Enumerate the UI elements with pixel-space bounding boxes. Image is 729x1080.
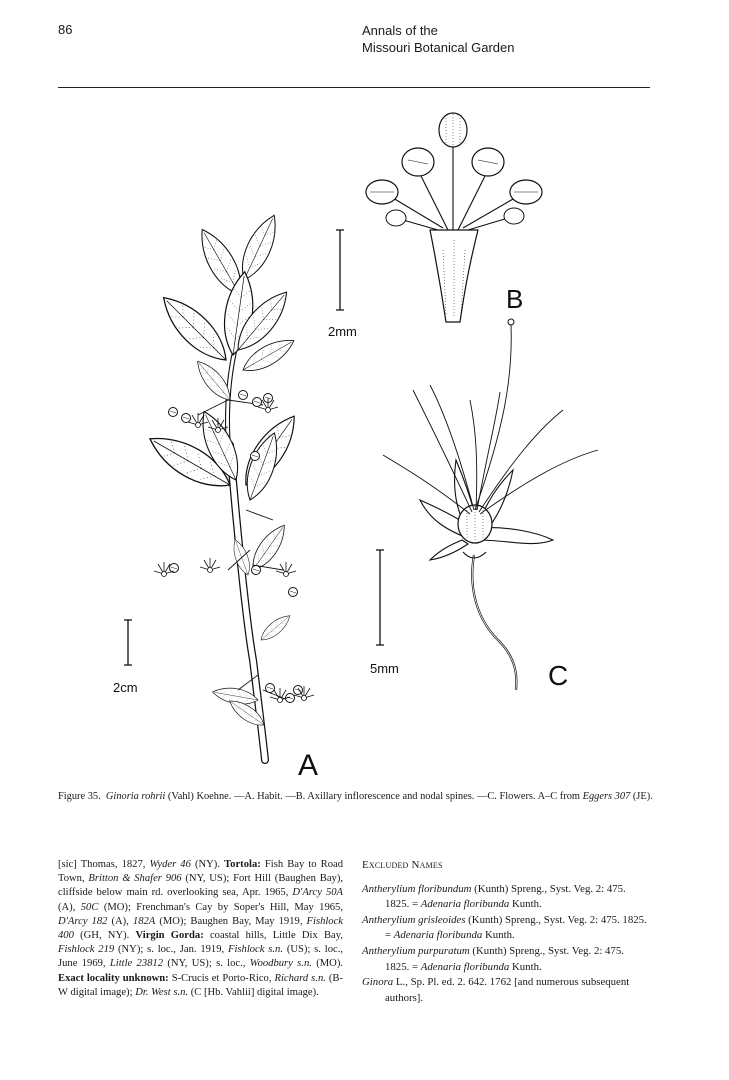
panel-label-b: B bbox=[506, 284, 524, 314]
text-run: [sic] Thomas, 1827, bbox=[58, 859, 146, 870]
text-run: (MO); Frenchman's Cay by Soper's Hill, May 1965, bbox=[103, 901, 344, 913]
caption-figure-number: Figure 35. bbox=[58, 791, 101, 802]
taxon-name: Antherylium grisleoides bbox=[362, 913, 466, 926]
panel-label-a: A bbox=[298, 749, 319, 780]
entry-text: L., Sp. Pl. ed. 2. 642. 1762 [and numerous subsequent authors]. bbox=[385, 976, 630, 1004]
synonym-name: Adenaria floribunda bbox=[420, 898, 510, 911]
text-run: Fish Bay to Road Town, bbox=[58, 859, 344, 885]
text-run: (US); s. loc., June 1969, bbox=[58, 944, 343, 970]
excluded-name-entry bbox=[362, 913, 650, 944]
section-heading: Excluded Names bbox=[362, 859, 443, 871]
text-run: (NY, US); s. loc., bbox=[167, 958, 246, 970]
text-run: (GH, NY). bbox=[80, 930, 130, 942]
synonym-name: Adenaria floribunda bbox=[420, 960, 510, 973]
text-run: (NY); s. loc., Jan. 1919, bbox=[118, 944, 225, 956]
scale-label-a: 2cm bbox=[113, 680, 138, 695]
excluded-name-entry bbox=[362, 944, 650, 975]
specimen-citation: Little 23812 bbox=[109, 958, 164, 970]
specimen-citation: D'Arcy 50A bbox=[292, 887, 344, 899]
specimen-citation: Wyder 46 bbox=[149, 859, 191, 870]
botanical-illustration bbox=[58, 100, 668, 780]
text-run: (B-W digital image); bbox=[58, 972, 343, 998]
page-number: 86 bbox=[58, 22, 73, 37]
entry-text: Kunth. bbox=[511, 960, 542, 973]
locality-heading-virgin-gorda: Virgin Gorda: bbox=[135, 930, 204, 942]
text-run: S-Crucis et Porto-Rico, bbox=[171, 972, 272, 984]
botanical-figure bbox=[58, 100, 668, 780]
specimen-citation: Fishlock 219 bbox=[58, 944, 115, 956]
excluded-names-column bbox=[362, 858, 650, 1006]
taxon-name: Antherylium floribundum bbox=[362, 882, 472, 895]
journal-title-line1: Annals of the bbox=[362, 23, 438, 38]
text-run: (A), bbox=[111, 915, 129, 927]
panel-c-flower-drawing bbox=[383, 319, 598, 690]
text-run: (C [Hb. Vahlii] digital image). bbox=[190, 986, 319, 998]
caption-text: (Vahl) Koehne. —A. Habit. —B. Axillary inflorescence and nodal spines. —C. Flowers. A–C from bbox=[167, 791, 580, 802]
entry-text: (Kunth) Spreng., Syst. Veg. 2: 475. 1825. = bbox=[385, 913, 647, 942]
synonym-name: Adenaria floribunda bbox=[393, 929, 483, 942]
specimen-list-column bbox=[58, 858, 343, 1000]
locality-heading-tortola: Tortola: bbox=[224, 859, 261, 870]
scale-bar-a bbox=[124, 620, 132, 665]
locality-heading-unknown: Exact locality unknown: bbox=[58, 972, 169, 984]
specimen-citation: D'Arcy 182 bbox=[58, 915, 108, 927]
caption-species-name: Ginoria rohrii bbox=[105, 791, 166, 802]
text-run: (MO); Baughen Bay, May 1919, bbox=[159, 915, 303, 927]
text-run: (NY). bbox=[194, 859, 220, 870]
entry-text: Kunth. bbox=[484, 929, 515, 942]
entry-text: Kunth. bbox=[511, 898, 542, 911]
entry-text: (Kunth) Spreng., Syst. Veg. 2: 475. 1825. = bbox=[385, 944, 624, 973]
scale-label-b: 2mm bbox=[328, 324, 357, 339]
header-rule bbox=[58, 87, 650, 88]
excluded-name-entry bbox=[362, 882, 650, 913]
specimen-citation: 50C bbox=[80, 901, 99, 913]
text-run: (NY, US); Fort Hill (Baughen Bay), cliffside below main rd. overlooking sea, Apr. 1965, bbox=[58, 873, 344, 899]
specimen-citation: 182A bbox=[132, 915, 156, 927]
panel-label-c: C bbox=[548, 660, 569, 691]
text-run: (A), bbox=[58, 901, 76, 913]
journal-title-line2: Missouri Botanical Garden bbox=[362, 40, 515, 55]
scale-bar-b bbox=[336, 230, 344, 310]
entry-text: (Kunth) Spreng., Syst. Veg. 2: 475. 1825. = bbox=[385, 882, 626, 911]
caption-collector: Eggers 307 bbox=[582, 791, 631, 802]
text-run: coastal hills, Little Dix Bay, bbox=[209, 930, 343, 942]
scale-bar-c bbox=[376, 550, 384, 645]
scale-label-c: 5mm bbox=[370, 661, 399, 676]
specimen-citation: Fishlock 400 bbox=[58, 915, 344, 942]
specimen-citation: Fishlock s.n. bbox=[227, 944, 283, 956]
figure-caption bbox=[58, 790, 658, 804]
specimen-citation: Richard s.n. bbox=[274, 972, 326, 984]
running-header bbox=[362, 22, 514, 56]
specimen-citation: Dr. West s.n. bbox=[135, 986, 189, 998]
panel-a-habit-drawing bbox=[143, 210, 314, 760]
taxon-name: Antherylium purpuratum bbox=[362, 944, 470, 957]
specimen-citation: Woodbury s.n. bbox=[249, 958, 312, 970]
specimen-citation: Britton & Shafer 906 bbox=[88, 873, 182, 885]
text-run: (MO). bbox=[316, 958, 343, 970]
taxon-name: Ginora bbox=[362, 976, 394, 989]
excluded-name-entry bbox=[362, 975, 650, 1006]
caption-text-end: (JE). bbox=[632, 791, 653, 802]
